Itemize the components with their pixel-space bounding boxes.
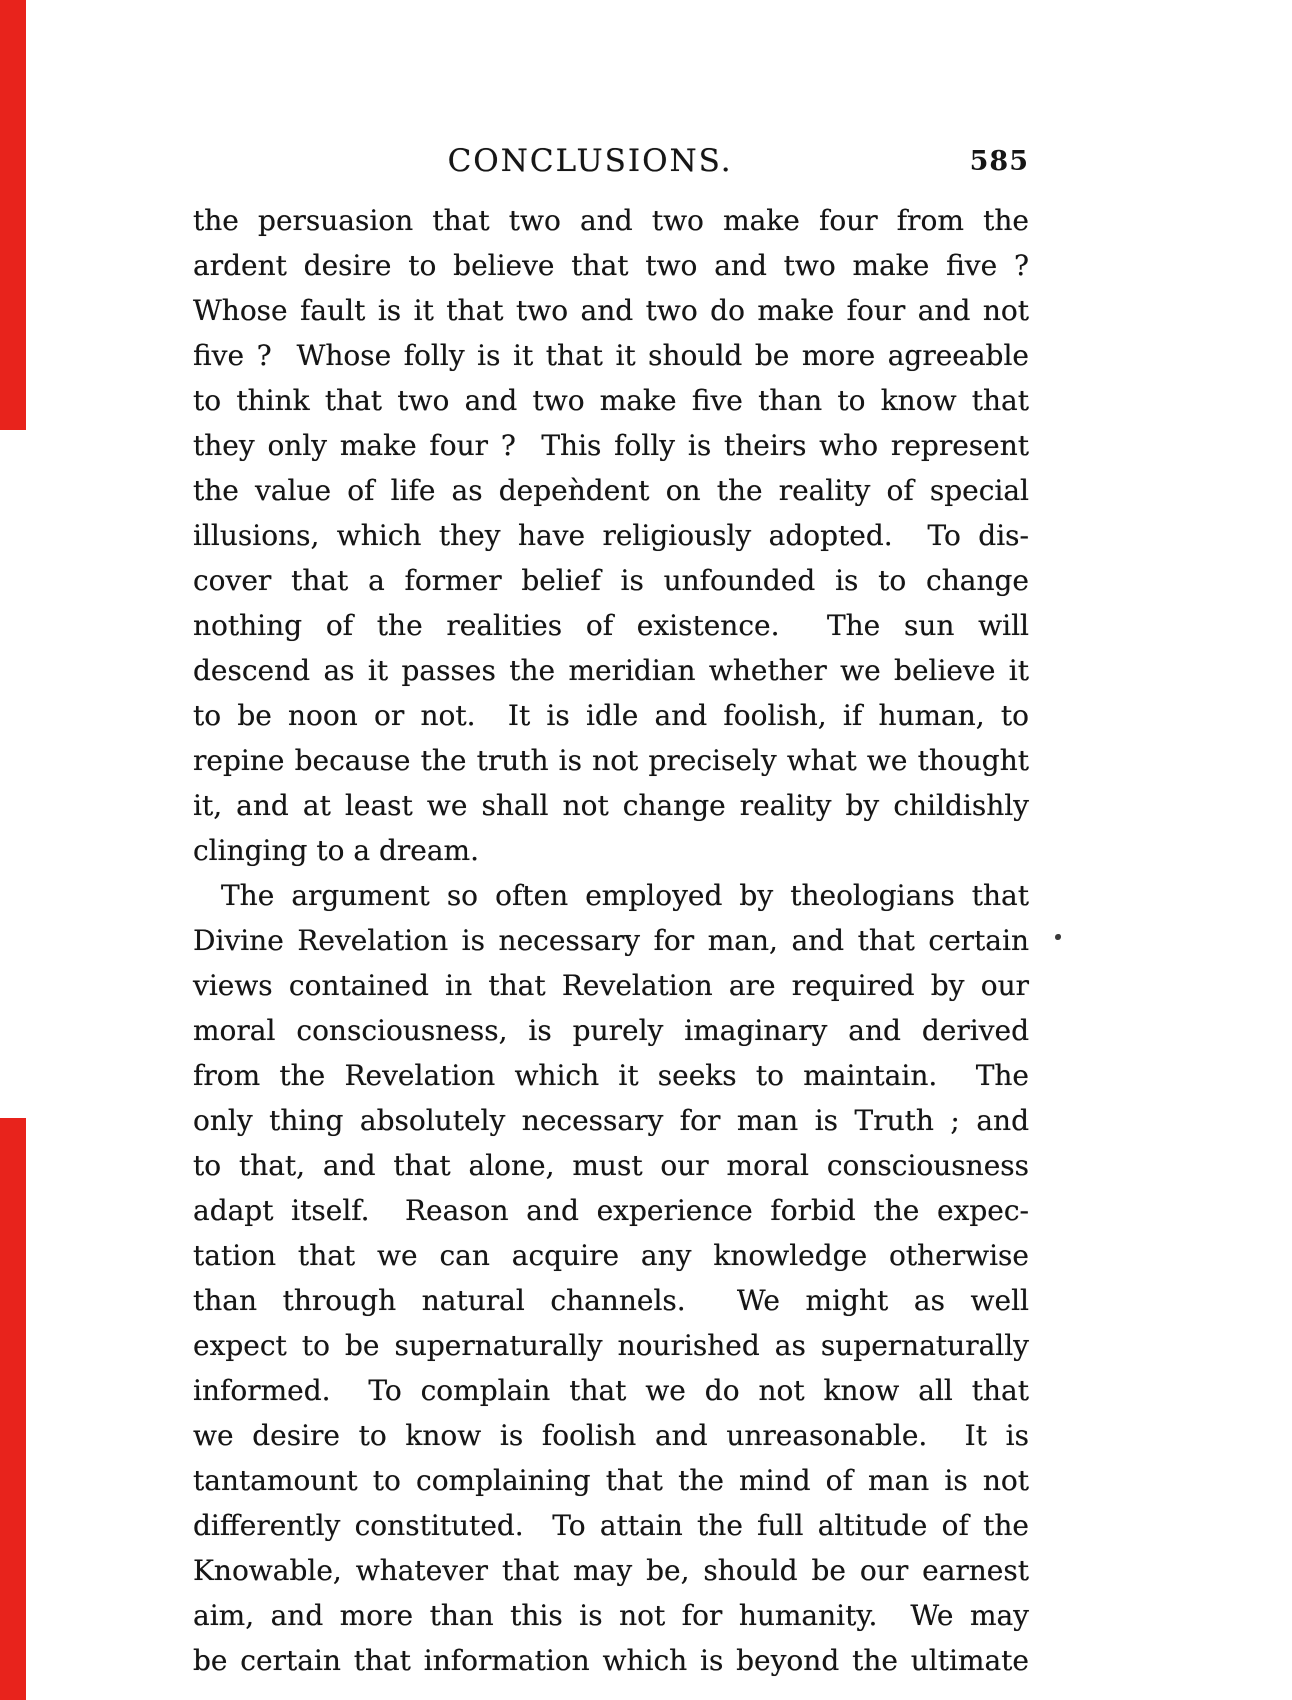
text-line: than through natural channels. We might as well — [193, 1284, 1029, 1317]
text-line: Knowable, whatever that may be, should be our earnest — [193, 1554, 1029, 1587]
text-line: to be noon or not. It is idle and foolish, if human, to — [193, 699, 1029, 732]
text-line: cover that a former belief is unfounded is to change — [193, 564, 1029, 597]
text-line: nothing of the realities of existence. The sun will — [193, 609, 1029, 642]
text-line: we desire to know is foolish and unreasonable. It is — [193, 1419, 1029, 1452]
text-line: The argument so often employed by theologians that — [221, 879, 1029, 912]
text-line: ardent desire to believe that two and two make five ? — [193, 249, 1029, 282]
page-text — [193, 198, 1029, 1683]
text-line: informed. To complain that we do not know all that — [193, 1374, 1029, 1407]
text-line: to that, and that alone, must our moral consciousness — [193, 1149, 1029, 1182]
chapter-title: CONCLUSIONS. — [447, 143, 733, 179]
text-line: Whose fault is it that two and two do make four and not — [193, 294, 1029, 327]
text-line: views contained in that Revelation are required by our — [193, 969, 1029, 1002]
text-line: descend as it passes the meridian whether we believe it — [193, 654, 1029, 687]
red-edge-stripe-top — [0, 0, 26, 430]
page-number: 585 — [969, 146, 1029, 177]
text-line: illusions, which they have religiously adopted. To dis- — [193, 519, 1029, 552]
text-line: expect to be supernaturally nourished as supernaturally — [193, 1329, 1029, 1362]
text-line: the value of life as depeǹdent on the reality of special — [193, 474, 1029, 507]
running-header — [193, 143, 1029, 187]
text-line: differently constituted. To attain the full altitude of the — [193, 1509, 1029, 1542]
text-line: moral consciousness, is purely imaginary and derived — [193, 1014, 1029, 1047]
text-line: five ? Whose folly is it that it should be more agreeable — [193, 339, 1029, 372]
text-line: repine because the truth is not precisely what we thought — [193, 744, 1029, 777]
text-line: be certain that information which is beyond the ultimate — [193, 1644, 1029, 1677]
text-line: clinging to a dream. — [193, 834, 479, 867]
text-line: they only make four ? This folly is theirs who represent — [193, 429, 1029, 462]
text-line: adapt itself. Reason and experience forbid the expec- — [193, 1194, 1029, 1227]
text-line: it, and at least we shall not change reality by childishly — [193, 789, 1029, 822]
text-line: to think that two and two make five than to know that — [193, 384, 1029, 417]
ink-speck — [1055, 934, 1061, 940]
text-line: tantamount to complaining that the mind of man is not — [193, 1464, 1029, 1497]
text-line: only thing absolutely necessary for man is Truth ; and — [193, 1104, 1029, 1137]
text-line: aim, and more than this is not for humanity. We may — [193, 1599, 1029, 1632]
red-edge-stripe-bottom — [0, 1118, 26, 1700]
text-line: Divine Revelation is necessary for man, and that certain — [193, 924, 1029, 957]
text-line: tation that we can acquire any knowledge otherwise — [193, 1239, 1029, 1272]
text-line: from the Revelation which it seeks to maintain. The — [193, 1059, 1029, 1092]
text-line: the persuasion that two and two make four from the — [193, 204, 1029, 237]
